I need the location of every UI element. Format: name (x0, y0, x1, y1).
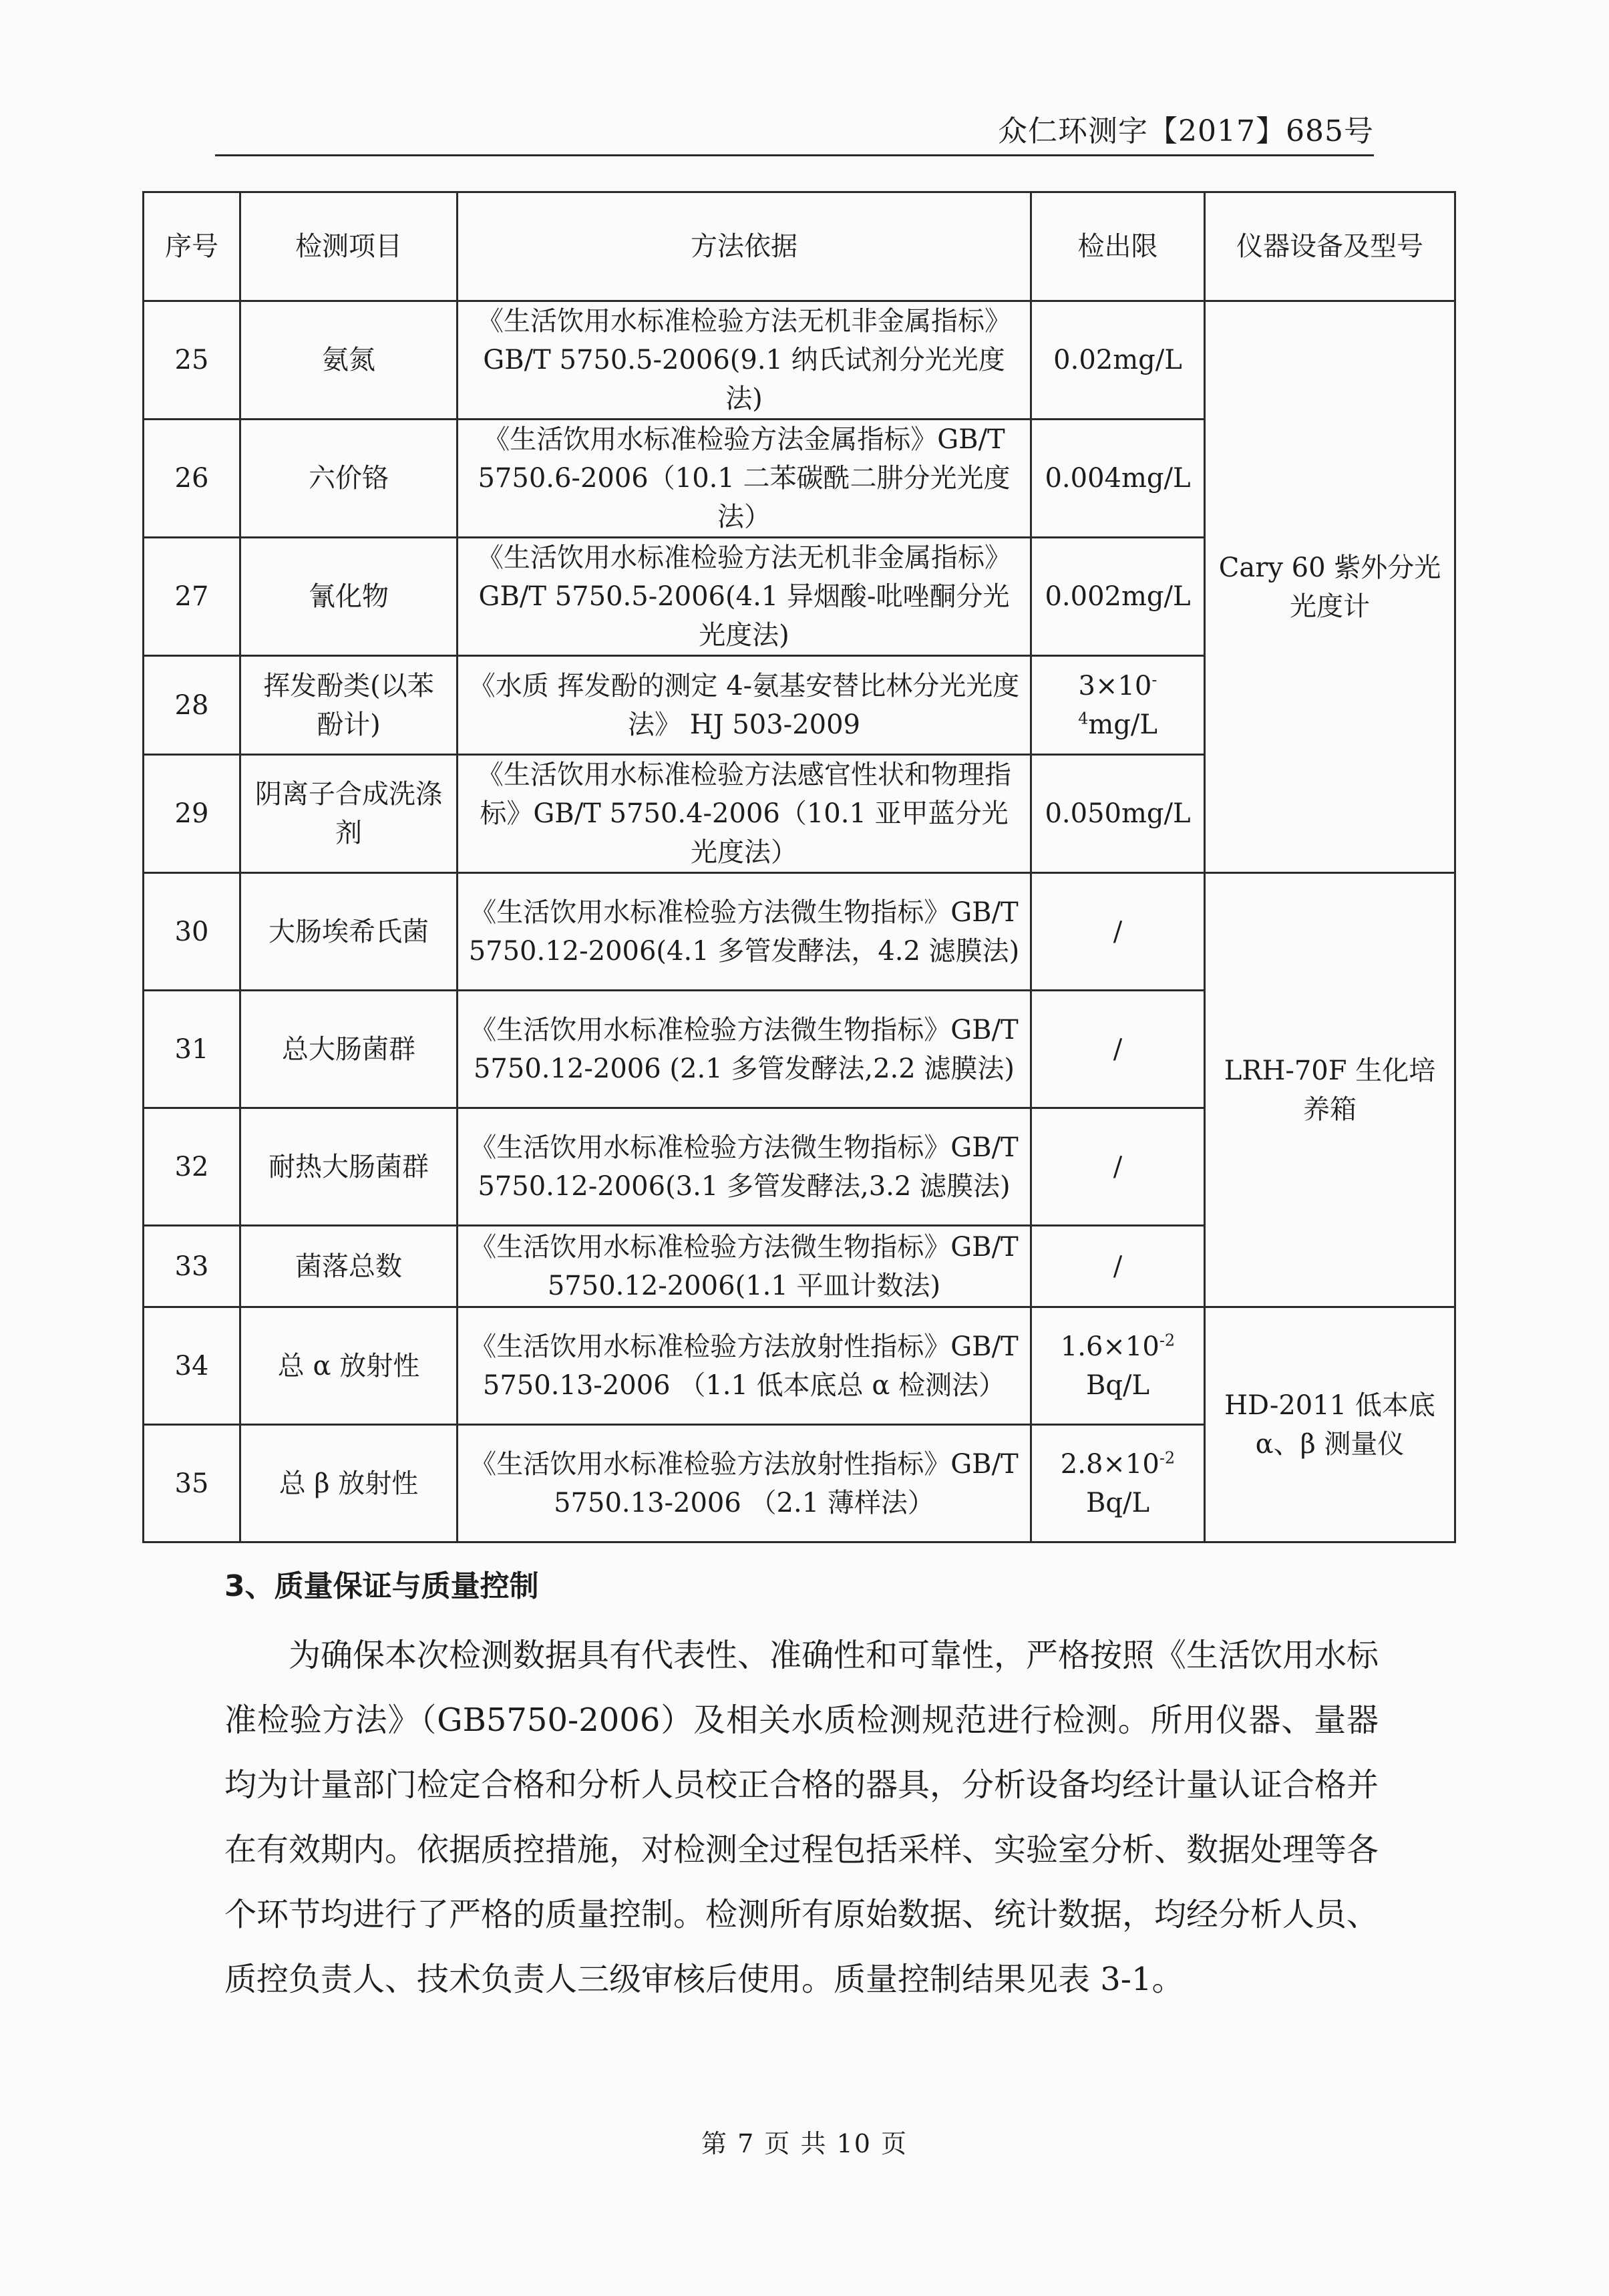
row-item: 阴离子合成洗涤剂 (240, 755, 458, 873)
quality-control-paragraph: 为确保本次检测数据具有代表性、准确性和可靠性，严格按照《生活饮用水标准检验方法》（GB5750-2006）及相关水质检测规范进行检测。所用仪器、量器均为计量部门检定合格和分析人员校正合格的器具，分析设备均经计量认证合格并在有效期内。依据质控措施，对检测全过程包括采样、实验室分析、数据处理等各个环节均进行了严格的质量控制。检测所有原始数据、统计数据，均经分析人员、质控负责人、技术负责人三级审核后使用。质量控制结果见表 3-1。 (224, 1637, 1379, 1998)
row-no: 25 (144, 301, 240, 420)
row-limit (1031, 1307, 1205, 1425)
row-no: 31 (144, 991, 240, 1108)
row-limit: / (1031, 1226, 1205, 1307)
row-no: 27 (144, 538, 240, 656)
col-header-no: 序号 (144, 192, 240, 301)
row-item: 挥发酚类(以苯酚计) (240, 656, 458, 755)
limit-base: 2.8×10 (1060, 1448, 1159, 1480)
row-limit: 0.004mg/L (1031, 420, 1205, 538)
row-method: 《生活饮用水标准检验方法无机非金属指标》GB/T 5750.5-2006(4.1 异烟酸-吡唑酮分光光度法) (458, 538, 1031, 656)
limit-unit: mg/L (1088, 709, 1157, 740)
row-no: 28 (144, 656, 240, 755)
row-no: 33 (144, 1226, 240, 1307)
section-heading: 3、质量保证与质量控制 (224, 1569, 539, 1603)
instrument-uv-spectrophotometer: Cary 60 紫外分光光度计 (1205, 301, 1455, 873)
row-item: 耐热大肠菌群 (240, 1108, 458, 1226)
row-item: 总 α 放射性 (240, 1307, 458, 1425)
detection-methods-table (142, 191, 1456, 1543)
row-method: 《生活饮用水标准检验方法微生物指标》GB/T 5750.12-2006(4.1 多管发酵法，4.2 滤膜法) (458, 873, 1031, 991)
col-header-item: 检测项目 (240, 192, 458, 301)
header-divider (215, 154, 1374, 156)
row-method: 《生活饮用水标准检验方法无机非金属指标》GB/T 5750.5-2006(9.1 纳氏试剂分光光度法) (458, 301, 1031, 420)
limit-base: 3×10 (1078, 670, 1152, 701)
row-no: 32 (144, 1108, 240, 1226)
row-limit: / (1031, 1108, 1205, 1226)
row-item: 大肠埃希氏菌 (240, 873, 458, 991)
row-method: 《生活饮用水标准检验方法放射性指标》GB/T 5750.13-2006 （1.1 低本底总 α 检测法） (458, 1307, 1031, 1425)
row-item: 氰化物 (240, 538, 458, 656)
table-row (144, 301, 1455, 420)
instrument-incubator: LRH-70F 生化培养箱 (1205, 873, 1455, 1307)
row-method: 《水质 挥发酚的测定 4-氨基安替比林分光光度法》 HJ 503-2009 (458, 656, 1031, 755)
table-row (144, 873, 1455, 991)
document-reference-number: 众仁环测字【2017】685号 (998, 114, 1374, 148)
row-limit: 0.002mg/L (1031, 538, 1205, 656)
instrument-radiation-meter: HD-2011 低本底 α、β 测量仪 (1205, 1307, 1455, 1542)
col-header-limit: 检出限 (1031, 192, 1205, 301)
row-limit (1031, 1425, 1205, 1542)
row-limit: / (1031, 873, 1205, 991)
row-item: 六价铬 (240, 420, 458, 538)
limit-base: 1.6×10 (1060, 1331, 1159, 1362)
limit-exponent: -2 (1159, 1331, 1176, 1350)
col-header-method: 方法依据 (458, 192, 1031, 301)
row-method: 《生活饮用水标准检验方法放射性指标》GB/T 5750.13-2006 （2.1 薄样法） (458, 1425, 1031, 1542)
row-item: 总大肠菌群 (240, 991, 458, 1108)
limit-unit: Bq/L (1085, 1487, 1150, 1518)
row-item: 氨氮 (240, 301, 458, 420)
row-method: 《生活饮用水标准检验方法微生物指标》GB/T 5750.12-2006(1.1 平皿计数法) (458, 1226, 1031, 1307)
row-limit: 0.02mg/L (1031, 301, 1205, 420)
row-method: 《生活饮用水标准检验方法金属指标》GB/T 5750.6-2006（10.1 二苯碳酰二肼分光光度法） (458, 420, 1031, 538)
row-no: 26 (144, 420, 240, 538)
limit-exponent: -4 (1078, 670, 1157, 728)
row-no: 35 (144, 1425, 240, 1542)
limit-unit: Bq/L (1085, 1369, 1150, 1401)
row-no: 34 (144, 1307, 240, 1425)
row-method: 《生活饮用水标准检验方法微生物指标》GB/T 5750.12-2006 (2.1 多管发酵法,2.2 滤膜法) (458, 991, 1031, 1108)
row-item: 总 β 放射性 (240, 1425, 458, 1542)
page-footer: 第 7 页 共 10 页 (701, 2129, 908, 2158)
row-no: 30 (144, 873, 240, 991)
row-item: 菌落总数 (240, 1226, 458, 1307)
row-limit: / (1031, 991, 1205, 1108)
table-header-row (144, 192, 1455, 301)
col-header-instrument: 仪器设备及型号 (1205, 192, 1455, 301)
table-row (144, 1307, 1455, 1425)
limit-exponent: -2 (1159, 1448, 1176, 1468)
row-method: 《生活饮用水标准检验方法感官性状和物理指标》GB/T 5750.4-2006（10.1 亚甲蓝分光光度法） (458, 755, 1031, 873)
row-no: 29 (144, 755, 240, 873)
row-limit (1031, 656, 1205, 755)
row-method: 《生活饮用水标准检验方法微生物指标》GB/T 5750.12-2006(3.1 多管发酵法,3.2 滤膜法) (458, 1108, 1031, 1226)
row-limit: 0.050mg/L (1031, 755, 1205, 873)
